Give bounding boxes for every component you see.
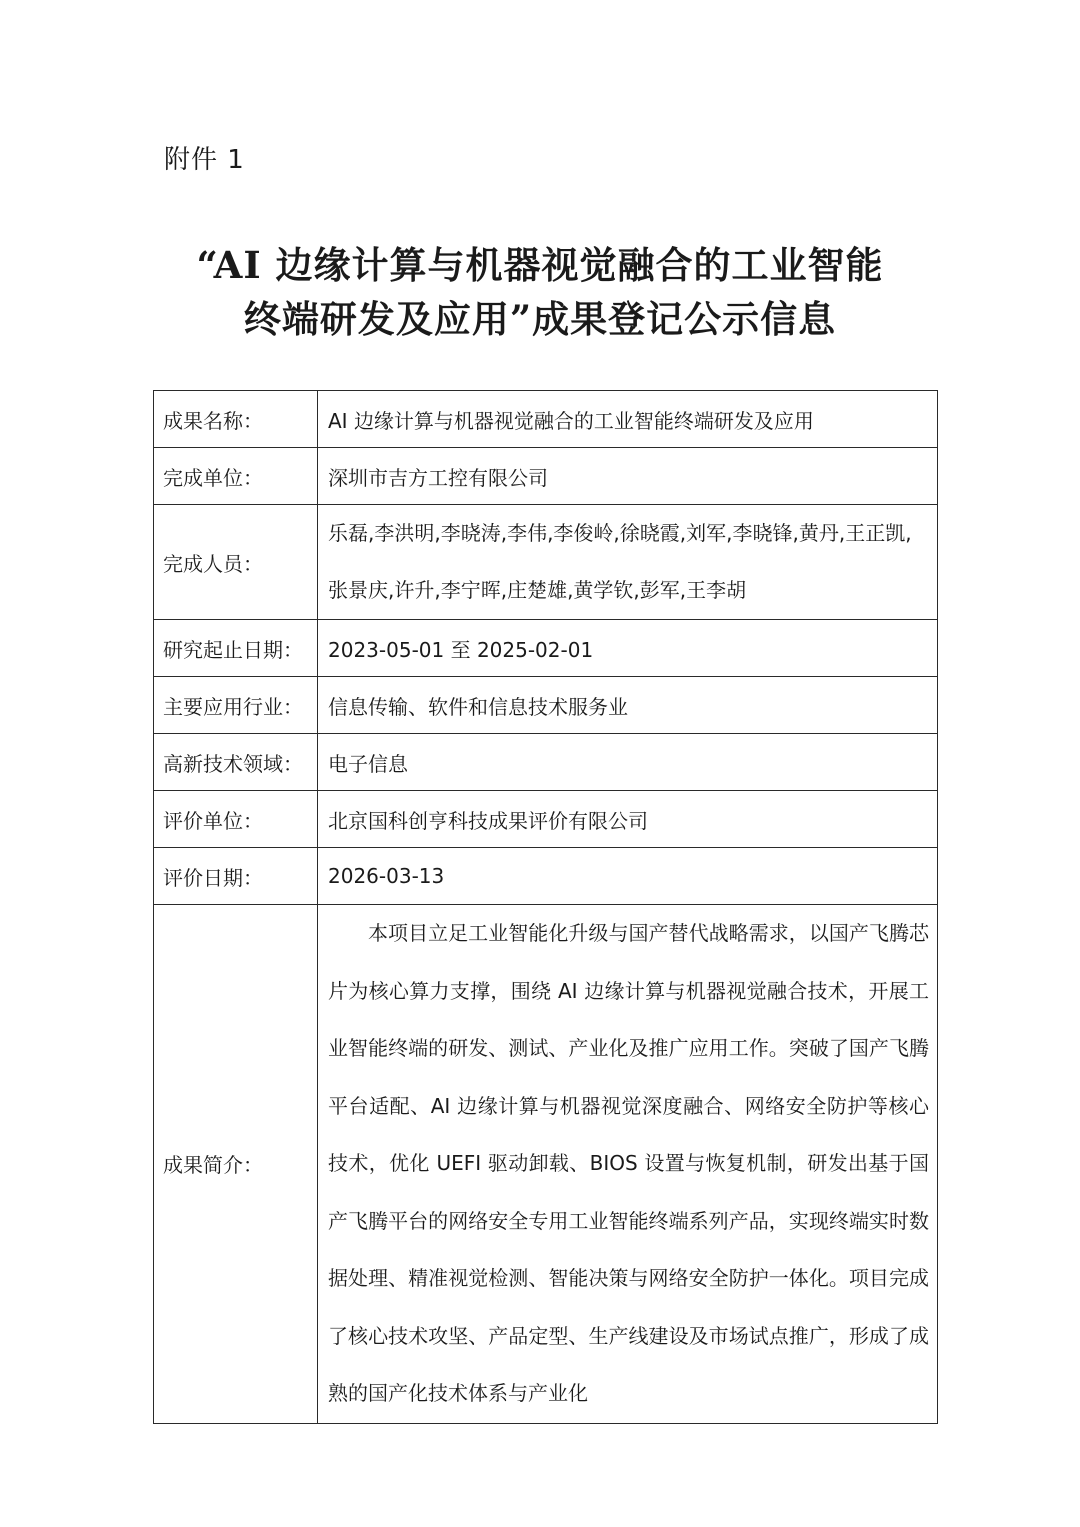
table-row-industry xyxy=(154,677,938,734)
achievement-name: AI 边缘计算与机器视觉融合的工业智能终端研发及应用 xyxy=(318,391,938,448)
completing-people: 乐磊,李洪明,李晓涛,李伟,李俊岭,徐晓霞,刘军,李晓锋,黄丹,王正凯,张景庆,许升,李宁晖,庄楚雄,黄学钦,彭军,王李胡 xyxy=(318,505,938,620)
row-label: 成果简介： xyxy=(154,905,318,1424)
research-period: 2023-05-01 至 2025-02-01 xyxy=(318,620,938,677)
tech-field: 电子信息 xyxy=(318,734,938,791)
row-label: 研究起止日期： xyxy=(154,620,318,677)
row-label: 评价单位： xyxy=(154,791,318,848)
attachment-label: 附件 1 xyxy=(164,145,245,175)
table-row-unit xyxy=(154,448,938,505)
table-row-name xyxy=(154,391,938,448)
row-label: 完成单位： xyxy=(154,448,318,505)
row-label: 主要应用行业： xyxy=(154,677,318,734)
table-row-summary xyxy=(154,905,938,1424)
row-label: 成果名称： xyxy=(154,391,318,448)
achievement-summary: 本项目立足工业智能化升级与国产替代战略需求，以国产飞腾芯片为核心算力支撑，围绕 AI 边缘计算与机器视觉融合技术，开展工业智能终端的研发、测试、产业化及推广应用工作。突破了国产飞腾平台适配、AI 边缘计算与机器视觉深度融合、网络安全防护等核心技术，优化 UEFI 驱动卸载、BIOS 设置与恢复机制，研发出基于国产飞腾平台的网络安全专用工业智能终端系列产品，实现终端实时数据处理、精准视觉检测、智能决策与网络安全防护一体化。项目完成了核心技术攻坚、产品定型、生产线建设及市场试点推广，形成了成熟的国产化技术体系与产业化 xyxy=(318,905,938,1424)
document-title-line-1: “AI 边缘计算与机器视觉融合的工业智能 xyxy=(196,243,884,287)
table-row-evaluator xyxy=(154,791,938,848)
table-row-people xyxy=(154,505,938,620)
evaluation-date: 2026-03-13 xyxy=(318,848,938,905)
info-table xyxy=(153,390,938,1424)
row-label: 高新技术领域： xyxy=(154,734,318,791)
application-industry: 信息传输、软件和信息技术服务业 xyxy=(318,677,938,734)
completing-unit: 深圳市吉方工控有限公司 xyxy=(318,448,938,505)
table-row-period xyxy=(154,620,938,677)
evaluation-unit: 北京国科创亨科技成果评价有限公司 xyxy=(318,791,938,848)
table-row-field xyxy=(154,734,938,791)
row-label: 评价日期： xyxy=(154,848,318,905)
document-title-line-2: 终端研发及应用”成果登记公示信息 xyxy=(243,297,837,341)
table-row-eval-date xyxy=(154,848,938,905)
row-label: 完成人员： xyxy=(154,505,318,620)
